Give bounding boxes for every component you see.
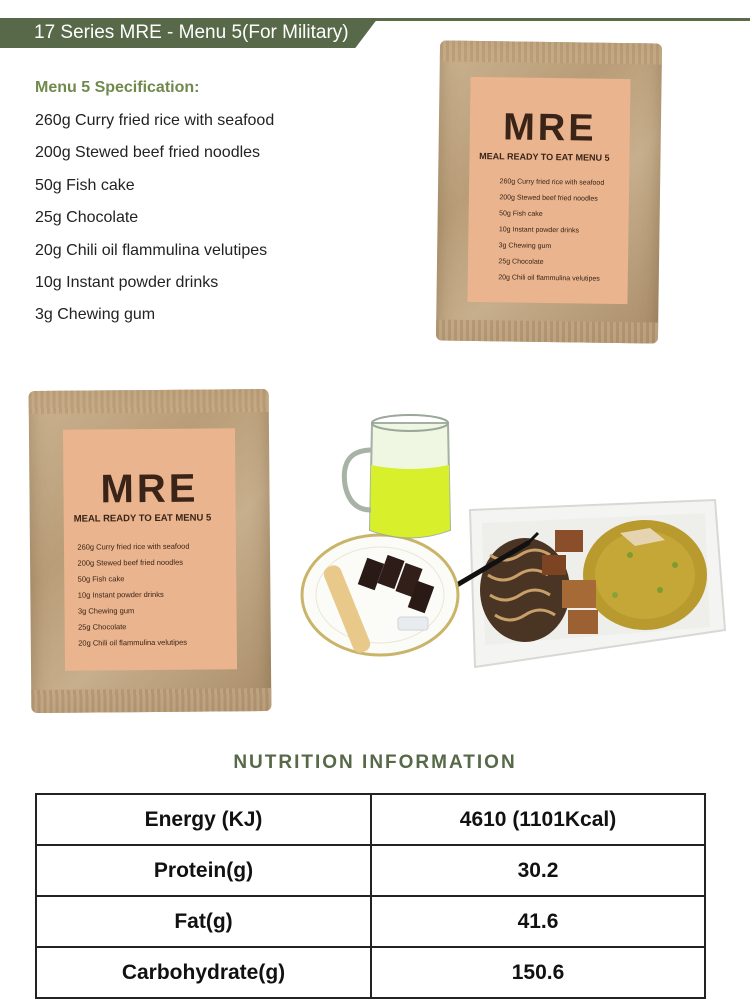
pouch-item: 3g Chewing gum [77,606,135,616]
pouch-item: 200g Stewed beef fried noodles [499,194,598,203]
nutrient-label: Energy (KJ) [36,794,371,845]
pouch-logo: MRE [502,106,597,150]
pouch-item: 25g Chocolate [498,258,544,267]
spec-heading: Menu 5 Specification: [35,79,200,96]
pouch-item: 200g Stewed beef fried noodles [77,557,184,568]
table-row [36,947,705,998]
plate [302,535,458,655]
pouch-item: 50g Fish cake [77,574,125,584]
nutrient-label: Protein(g) [36,845,371,896]
pouch-label [468,77,631,304]
pouch-subtitle: MEAL READY TO EAT MENU 5 [73,512,212,525]
page-title: 17 Series MRE - Menu 5(For Military) [34,22,349,43]
pouch-item: 50g Fish cake [499,210,543,219]
pouch-items [498,179,604,292]
table-row [36,794,705,845]
pouch-item: 260g Curry fried rice with seafood [77,541,190,552]
nutrient-value: 4610 (1101Kcal) [371,794,705,845]
table-row [36,845,705,896]
nutrient-value: 30.2 [371,845,705,896]
spec-item: 260g Curry fried rice with seafood [35,112,275,129]
pouch-item: 260g Curry fried rice with seafood [499,178,605,188]
pouch-logo: MRE [100,466,199,512]
pouch-items [77,542,190,655]
mre-pouch-image-top [436,40,662,343]
nutrition-heading: NUTRITION INFORMATION [233,752,517,773]
fried-rice [583,520,707,630]
nutrient-label: Fat(g) [36,896,371,947]
chewing-gum [398,617,428,630]
pouch-label [63,428,238,671]
spec-item: 50g Fish cake [35,176,135,194]
mre-pouch-image-left [29,389,272,713]
nutrition-table [35,793,706,999]
food-contents-photo [300,405,730,670]
nutrient-value: 41.6 [371,896,705,947]
pouch-subtitle: MEAL READY TO EAT MENU 5 [479,151,610,164]
pouch-seal-top [29,389,269,414]
pouch-item: 10g Instant powder drinks [77,590,164,600]
pouch-item: 10g Instant powder drinks [498,226,580,235]
pouch-seal-top [440,40,662,64]
table-row [36,896,705,947]
nutrient-value: 150.6 [371,947,705,998]
spec-item: 25g Chocolate [35,209,139,227]
drink-mug [344,415,450,538]
pouch-item: 20g Chili oil flammulina velutipes [498,274,600,283]
pouch-item: 20g Chili oil flammulina velutipes [78,637,188,648]
spec-list [35,110,274,337]
spec-item: 3g Chewing gum [35,306,156,324]
spec-item: 20g Chili oil flammulina velutipes [35,241,268,259]
spec-item: 10g Instant powder drinks [35,273,219,291]
pouch-seal-bottom [31,688,271,713]
pouch-seal-bottom [436,319,658,343]
spec-item: 200g Stewed beef fried noodles [35,144,261,162]
nutrient-label: Carbohydrate(g) [36,947,371,998]
pouch-item: 25g Chocolate [78,622,127,632]
noodles [480,538,570,642]
pouch-item: 3g Chewing gum [498,242,552,251]
